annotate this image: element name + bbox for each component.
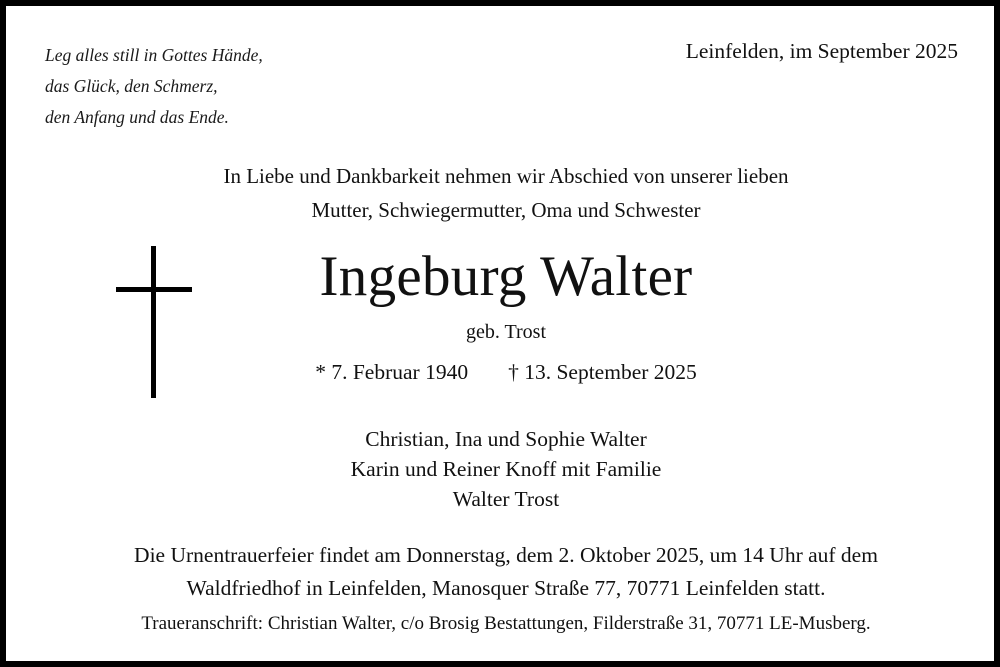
verse-line-1: Leg alles still in Gottes Hände, [45,45,263,65]
mourners-list [6,424,1000,514]
maiden-name: geb. Trost [465,321,547,343]
mourner-line: Christian, Ina und Sophie Walter [365,427,647,451]
intro-text [6,159,1000,227]
place-date: Leinfelden, im September 2025 [685,39,958,63]
death-date: † 13. September 2025 [508,360,697,384]
life-dates [6,360,1000,385]
ceremony-info [6,539,1000,605]
verse-line-2: das Glück, den Schmerz, [45,76,218,96]
intro-line-1: In Liebe und Dankbarkeit nehmen wir Abschied von unserer lieben [223,164,789,188]
mourning-address: Traueranschrift: Christian Walter, c/o Brosig Bestattungen, Filderstraße 31, 70771 LE-Musberg. [141,613,871,634]
mourner-line: Walter Trost [452,487,560,511]
birth-date: * 7. Februar 1940 [315,360,469,384]
verse [45,40,263,133]
mourner-line: Karin und Reiner Knoff mit Familie [350,457,662,481]
intro-line-2: Mutter, Schwiegermutter, Oma und Schwester [311,198,701,222]
deceased-name: Ingeburg Walter [319,245,693,308]
ceremony-line-1: Die Urnentrauerfeier findet am Donnerstag, dem 2. Oktober 2025, um 14 Uhr auf dem [134,543,878,567]
verse-line-3: den Anfang und das Ende. [45,107,229,127]
ceremony-line-2: Waldfriedhof in Leinfelden, Manosquer Straße 77, 70771 Leinfelden statt. [186,576,826,600]
